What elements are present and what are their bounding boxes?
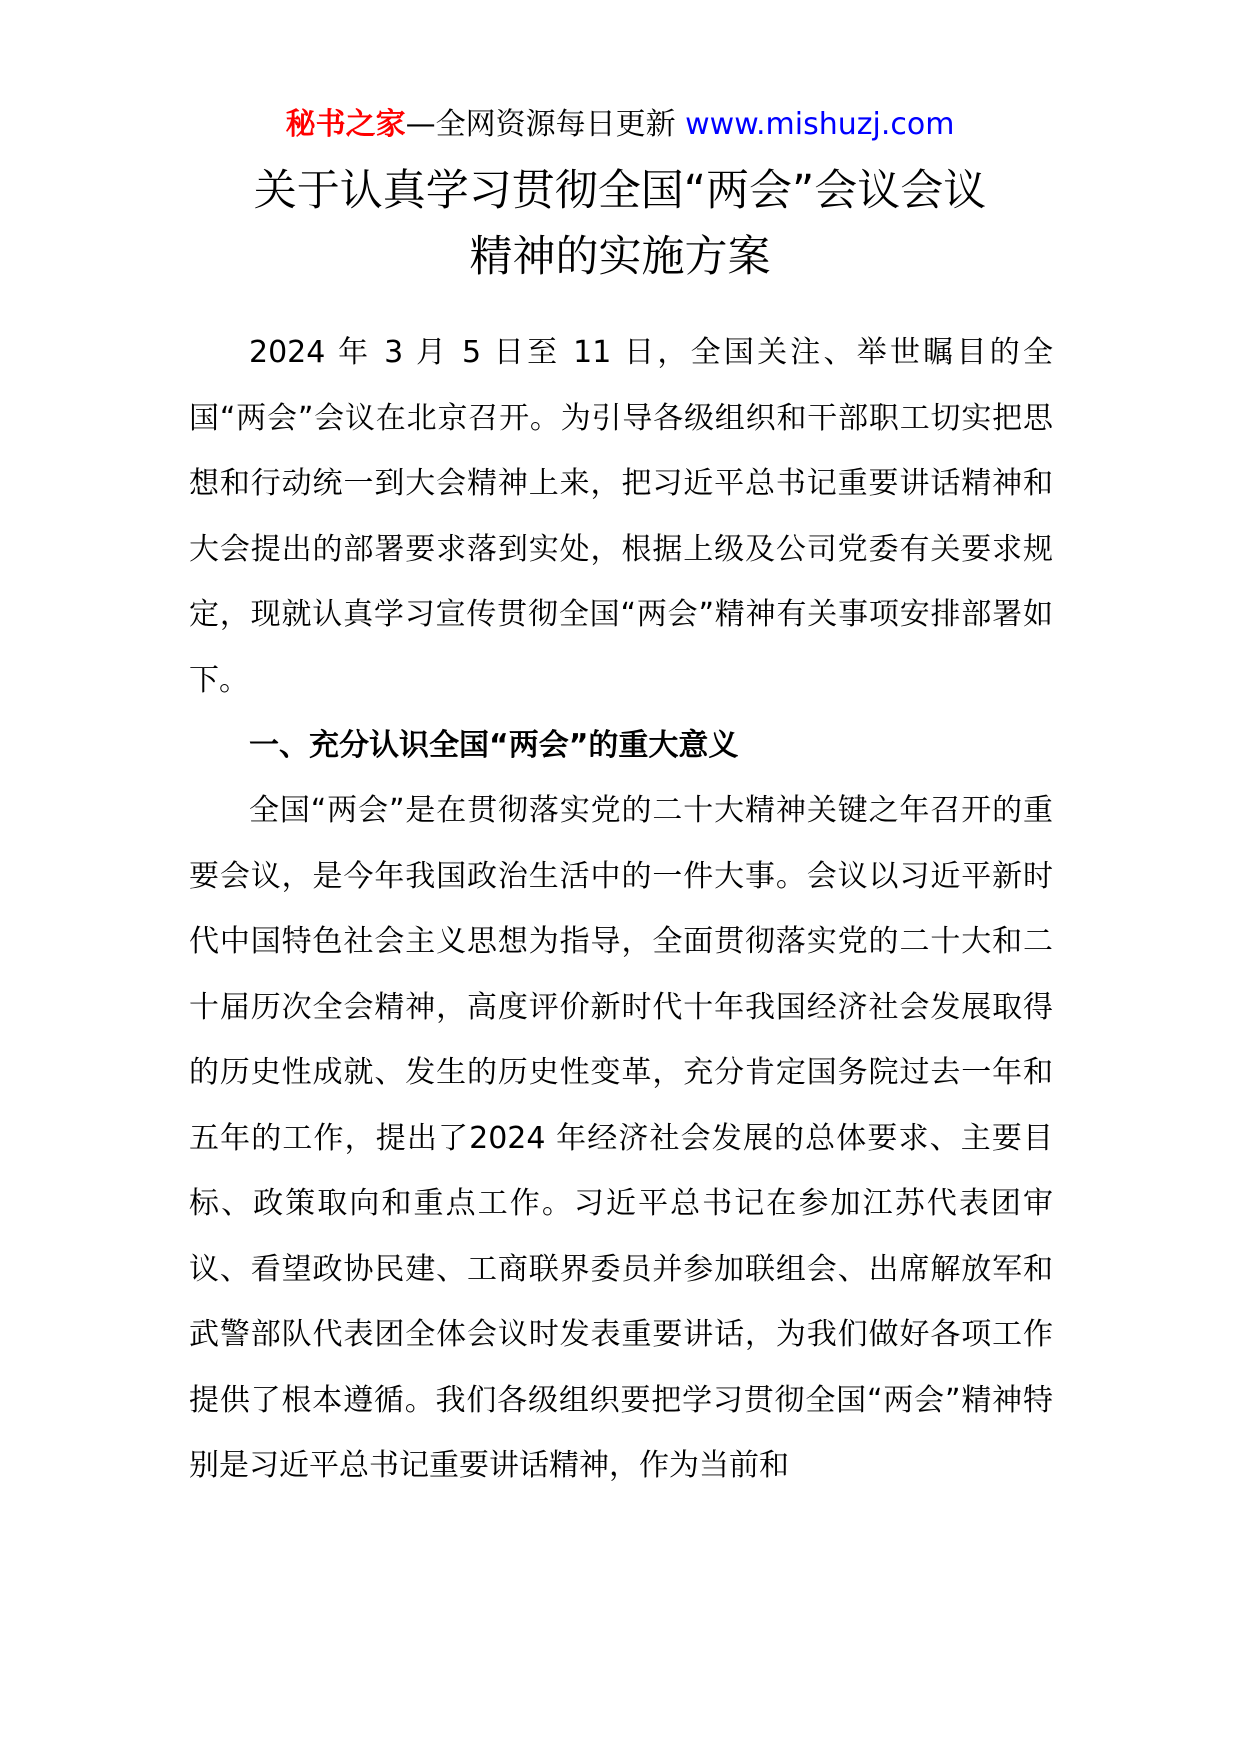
section-heading-1: 一、充分认识全国“两会”的重大意义 (249, 728, 739, 763)
watermark-tagline: —全网资源每日更新 (405, 107, 686, 142)
document-title-line-1: 关于认真学习贯彻全国“两会”会议会议 (253, 166, 987, 216)
intro-paragraph: 2024 年 3 月 5 日至 11 日，全国关注、举世瞩目的全国“两会”会议在北京召开。为引导各级组织和干部职工切实把思想和行动统一到大会精神上来，把习近平总书记重要讲话精神和大会提出的部署要求落到实处，根据上级及公司党委有关要求规定，现就认真学习宣传贯彻全国“两会”精神有关事项安排部署如下。 (189, 335, 1053, 698)
watermark-header (0, 101, 1240, 149)
watermark-brand: 秘书之家 (285, 107, 406, 142)
section-1-paragraph: 全国“两会”是在贯彻落实党的二十大精神关键之年召开的重要会议，是今年我国政治生活中的一件大事。会议以习近平新时代中国特色社会主义思想为指导，全面贯彻落实党的二十大和二十届历次全会精神，高度评价新时代十年我国经济社会发展取得的历史性成就、发生的历史性变革，充分肯定国务院过去一年和五年的工作，提出了2024 年经济社会发展的总体要求、主要目标、政策取向和重点工作。习近平总书记在参加江苏代表团审议、看望政协民建、工商联界委员并参加联组会、出席解放军和武警部队代表团全体会议时发表重要讲话，为我们做好各项工作提供了根本遵循。我们各级组织要把学习贯彻全国“两会”精神特别是习近平总书记重要讲话精神，作为当前和 (189, 793, 1053, 1483)
document-title (160, 158, 1080, 290)
watermark-url-link[interactable]: www.mishuzj.com (685, 107, 955, 142)
document-title-line-2: 精神的实施方案 (469, 232, 771, 282)
